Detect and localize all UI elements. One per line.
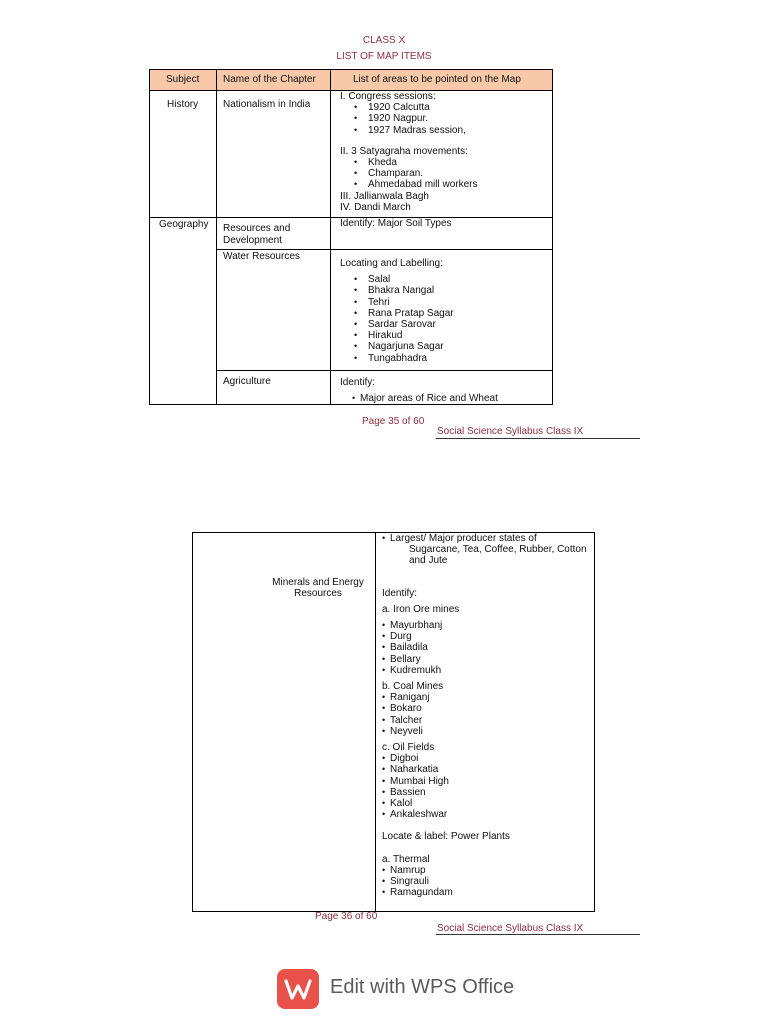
agriculture-identify: Identify: [340,377,376,388]
list-item: • Kheda [354,157,478,168]
list-item: • Kudremukh [382,665,587,676]
subject-geography: Geography [159,219,209,230]
list-item: • Bailadila [382,642,587,653]
list-item: • Tungabhadra [354,353,454,364]
col-divider-1 [216,70,217,404]
list-item: • Bassien [382,787,587,798]
page-number: Page 35 of 60 [362,416,425,427]
list-item: • Raniganj [382,692,587,703]
map-items-table [149,69,553,405]
satyagraha-title: II. 3 Satyagraha movements: [340,145,468,157]
list-item: • Bellary [382,654,587,665]
page-number-36: Page 36 of 60 [315,911,378,922]
congress-sessions-list [354,102,478,136]
wps-w-glyph [277,969,319,1009]
list-item: • Mumbai High [382,776,587,787]
producer-line-2: Sugarcane, Tea, Coffee, Rubber, Cotton [409,544,587,556]
col-divider-2 [330,70,331,404]
congress-sessions-title: I. Congress sessions: [340,91,436,102]
list-item: • Durg [382,631,587,642]
producer-line-3: and Jute [409,555,448,567]
chapter-nationalism: Nationalism in India [223,99,311,110]
soil-types-text: Identify: Major Soil Types [340,218,452,229]
water-areas [340,258,454,364]
subject-history: History [167,99,199,110]
chapter-resources: Resources and Development [223,223,291,246]
list-item: • Sardar Sarovar [354,319,454,330]
list-item: • Ahmedabad mill workers [354,179,478,190]
satyagraha-list [354,157,478,191]
chapter-agriculture: Agriculture [223,376,271,387]
footer-title-36: Social Science Syllabus Class IX [437,923,584,934]
dams-list [354,274,454,364]
list-item: • Ramagundam [382,887,587,898]
coal-mines-title: b. Coal Mines [382,681,444,693]
oil-fields-title: c. Oil Fields [382,742,435,754]
list-item: • Namrup [382,865,587,876]
footer-rule-36 [436,934,640,935]
list-item: • Digboi [382,753,587,764]
list-item: • Hirakud [354,330,454,341]
list-item: • 1920 Nagpur. [354,113,478,124]
footer-rule [436,438,640,439]
producer-states-list [382,533,587,544]
agriculture-list [352,393,498,404]
list-title: LIST OF MAP ITEMS [336,51,432,62]
col-divider [375,533,376,911]
header-subject: Subject [166,74,200,85]
iron-ore-list [382,620,587,676]
list-item: • Salal [354,274,454,285]
wps-w-icon[interactable] [277,969,319,1009]
list-item: • Major areas of Rice and Wheat [352,393,498,404]
dandi-item: IV. Dandi March [340,201,411,213]
class-title: CLASS X [362,35,406,46]
list-item: • Largest/ Major producer states of [382,533,587,544]
list-item: • Ankaleshwar [382,809,587,820]
locating-heading: Locating and Labelling: [340,258,443,269]
row-divider-water [216,370,552,371]
list-item: • Nagarjuna Sagar [354,341,454,352]
list-item: • 1927 Madras session, [354,125,478,136]
iron-ore-title: a. Iron Ore mines [382,603,460,615]
map-items-table-continued [192,532,595,912]
thermal-list [382,865,587,899]
power-plants-heading: Locate & label: Power Plants [382,831,510,843]
wps-edit-link[interactable]: Edit with WPS Office [330,976,515,998]
jallianwala-item: III. Jallianwala Bagh [340,190,429,202]
list-item: • Talcher [382,715,587,726]
identify-heading: Identify: [382,587,418,599]
list-item: • Neyveli [382,726,587,737]
list-item: • Tehri [354,297,454,308]
list-item: • 1920 Calcutta [354,102,478,113]
list-item: • Mayurbhanj [382,620,587,631]
header-areas: List of areas to be pointed on the Map [353,74,521,85]
minerals-areas [382,533,587,898]
header-chapter: Name of the Chapter [223,74,316,85]
list-item: • Champaran. [354,168,478,179]
history-areas [340,91,478,213]
list-item: • Rana Pratap Sagar [354,308,454,319]
chapter-water: Water Resources [223,251,300,262]
oil-fields-list [382,753,587,820]
row-divider-resources [216,249,552,250]
list-item: • Kalol [382,798,587,809]
list-item: • Singrauli [382,876,587,887]
footer-title: Social Science Syllabus Class IX [437,426,584,437]
list-item: • Bhakra Nangal [354,285,454,296]
coal-mines-list [382,692,587,737]
list-item: • Bokaro [382,703,587,714]
list-item: • Naharkatia [382,764,587,775]
chapter-minerals: Minerals and Energy Resources [272,577,364,600]
thermal-title: a. Thermal [382,853,430,865]
